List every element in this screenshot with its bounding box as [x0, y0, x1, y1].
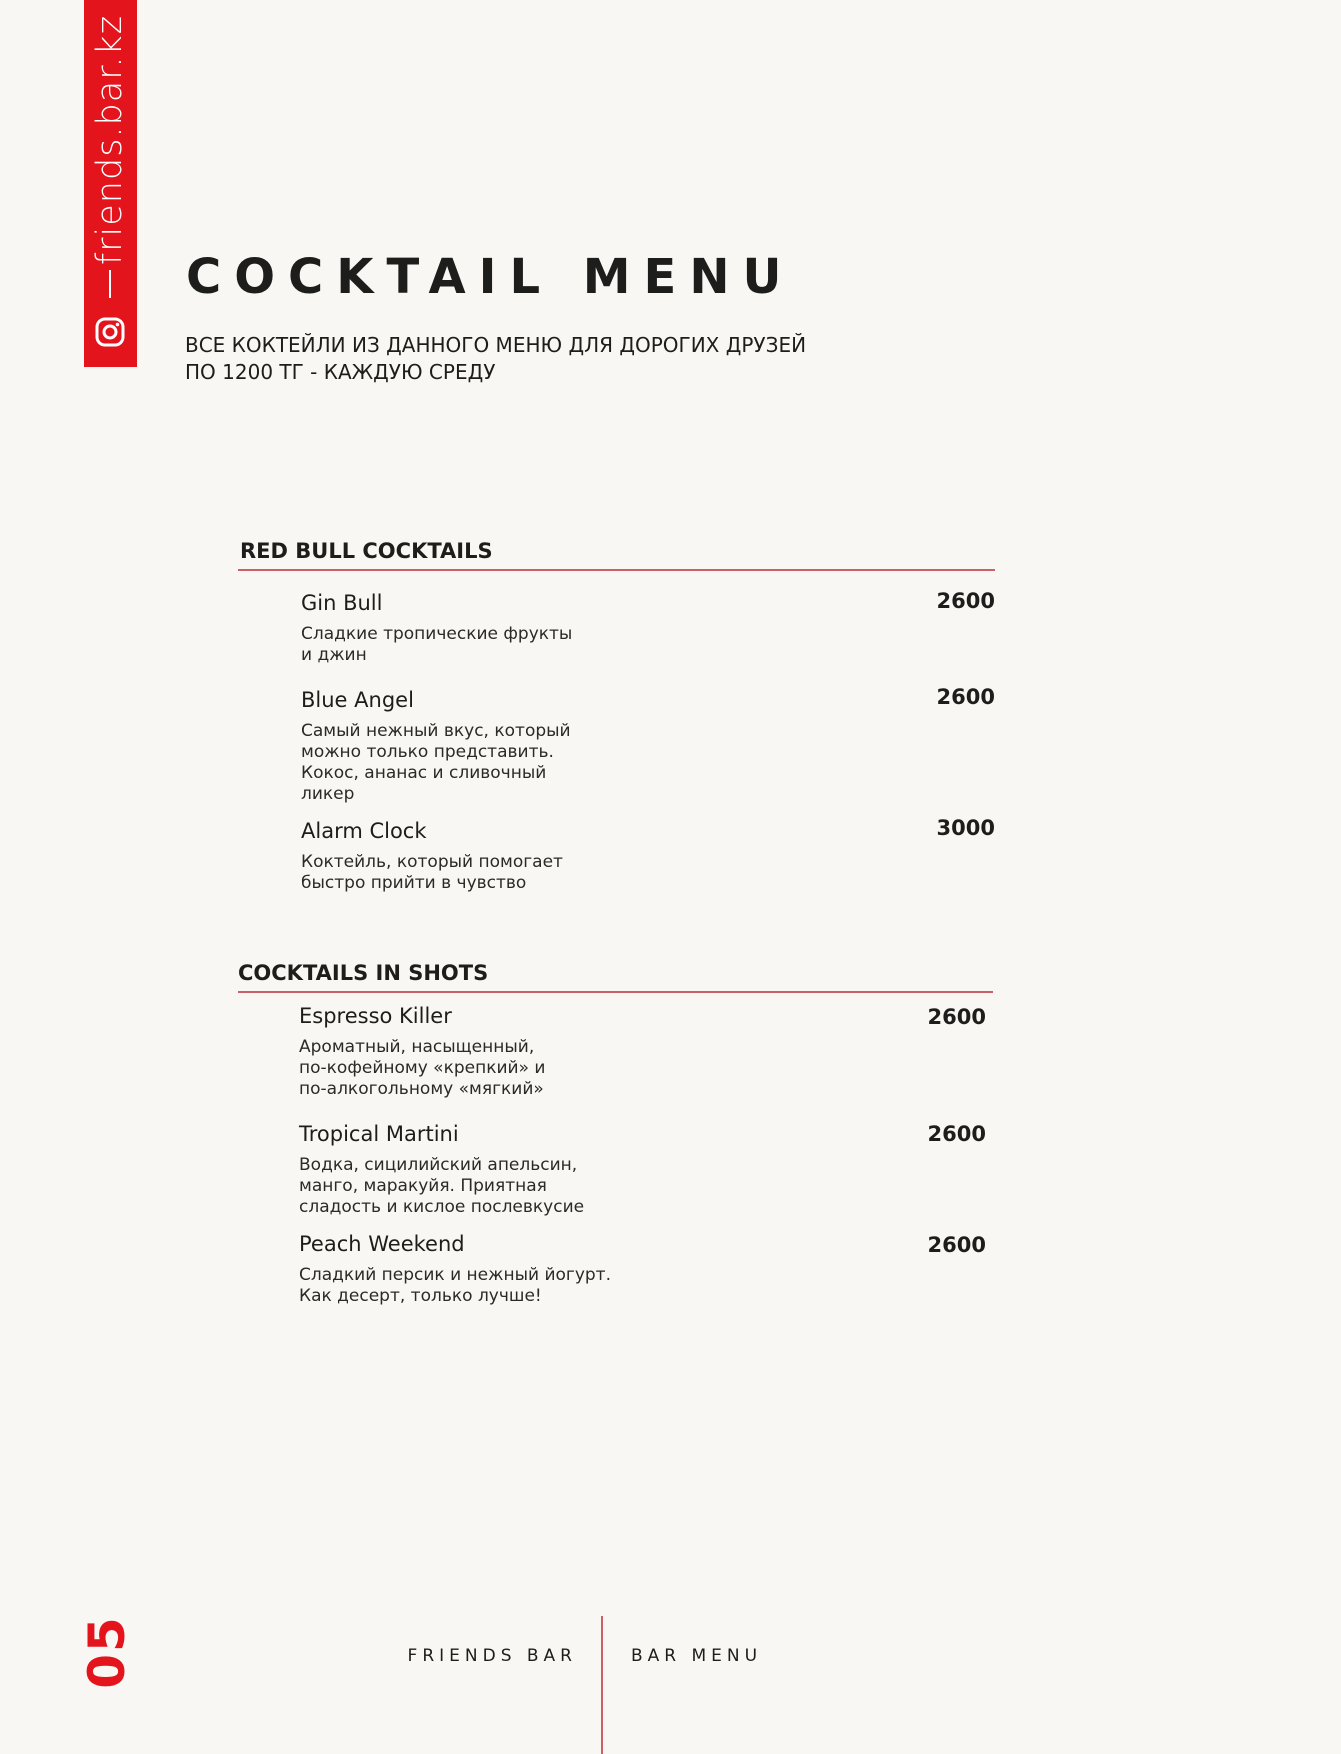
- menu-item-name: Blue Angel: [301, 688, 414, 712]
- side-separator: [109, 270, 111, 298]
- description-line: Водка, сицилийский апельсин,: [299, 1155, 578, 1175]
- footer-brand: FRIENDS BAR: [407, 1646, 577, 1666]
- menu-item-description: [301, 721, 641, 805]
- description-line: манго, маракуйя. Приятная: [299, 1176, 547, 1196]
- menu-item-description: [299, 1155, 639, 1218]
- menu-item-price: 2600: [936, 589, 995, 613]
- menu-item-name: Peach Weekend: [299, 1232, 465, 1256]
- website-link[interactable]: friends.bar.kz: [90, 14, 130, 266]
- description-line: по-кофейному «крепкий» и: [299, 1058, 546, 1078]
- menu-item-price: 3000: [936, 816, 995, 840]
- menu-item-price: 2600: [927, 1005, 986, 1029]
- description-line: Как десерт, только лучше!: [299, 1286, 542, 1306]
- description-line: Ароматный, насыщенный,: [299, 1037, 535, 1057]
- description-line: по-алкогольному «мягкий»: [299, 1079, 544, 1099]
- section-title-red-bull-cocktails: RED BULL COCKTAILS: [240, 539, 493, 563]
- menu-item-price: 2600: [927, 1122, 986, 1146]
- menu-item-description: [299, 1037, 639, 1100]
- description-line: Кокос, ананас и сливочный: [301, 763, 547, 783]
- instagram-icon[interactable]: [95, 317, 125, 347]
- menu-item-name: Gin Bull: [301, 591, 383, 615]
- page-subtitle: [185, 332, 806, 386]
- description-line: и джин: [301, 645, 367, 665]
- subtitle-line: ПО 1200 ТГ - КАЖДУЮ СРЕДУ: [185, 360, 496, 384]
- footer-section-label: BAR MENU: [631, 1646, 763, 1666]
- subtitle-line: ВСЕ КОКТЕЙЛИ ИЗ ДАННОГО МЕНЮ ДЛЯ ДОРОГИХ ДРУЗЕЙ: [185, 333, 807, 357]
- description-line: быстро прийти в чувство: [301, 873, 527, 893]
- description-line: Сладкий персик и нежный йогурт.: [299, 1265, 611, 1285]
- menu-item-name: Alarm Clock: [301, 819, 427, 843]
- description-line: Сладкие тропические фрукты: [301, 624, 573, 644]
- description-line: сладость и кислое послевкусие: [299, 1197, 585, 1217]
- menu-item-description: [299, 1265, 639, 1307]
- page-number: 05: [78, 1615, 136, 1689]
- page-title: COCKTAIL MENU: [186, 249, 795, 305]
- section-title-cocktails-in-shots: COCKTAILS IN SHOTS: [238, 961, 489, 985]
- menu-item-description: [301, 852, 641, 894]
- description-line: ликер: [301, 784, 355, 804]
- description-line: можно только представить.: [301, 742, 554, 762]
- description-line: Самый нежный вкус, который: [301, 721, 571, 741]
- footer-divider: [601, 1616, 603, 1754]
- menu-item-description: [301, 624, 641, 666]
- section-divider: [238, 569, 995, 571]
- menu-item-name: Espresso Killer: [299, 1004, 452, 1028]
- description-line: Коктейль, который помогает: [301, 852, 563, 872]
- menu-item-price: 2600: [936, 685, 995, 709]
- section-divider: [238, 991, 993, 993]
- menu-item-name: Tropical Martini: [299, 1122, 459, 1146]
- menu-item-price: 2600: [927, 1233, 986, 1257]
